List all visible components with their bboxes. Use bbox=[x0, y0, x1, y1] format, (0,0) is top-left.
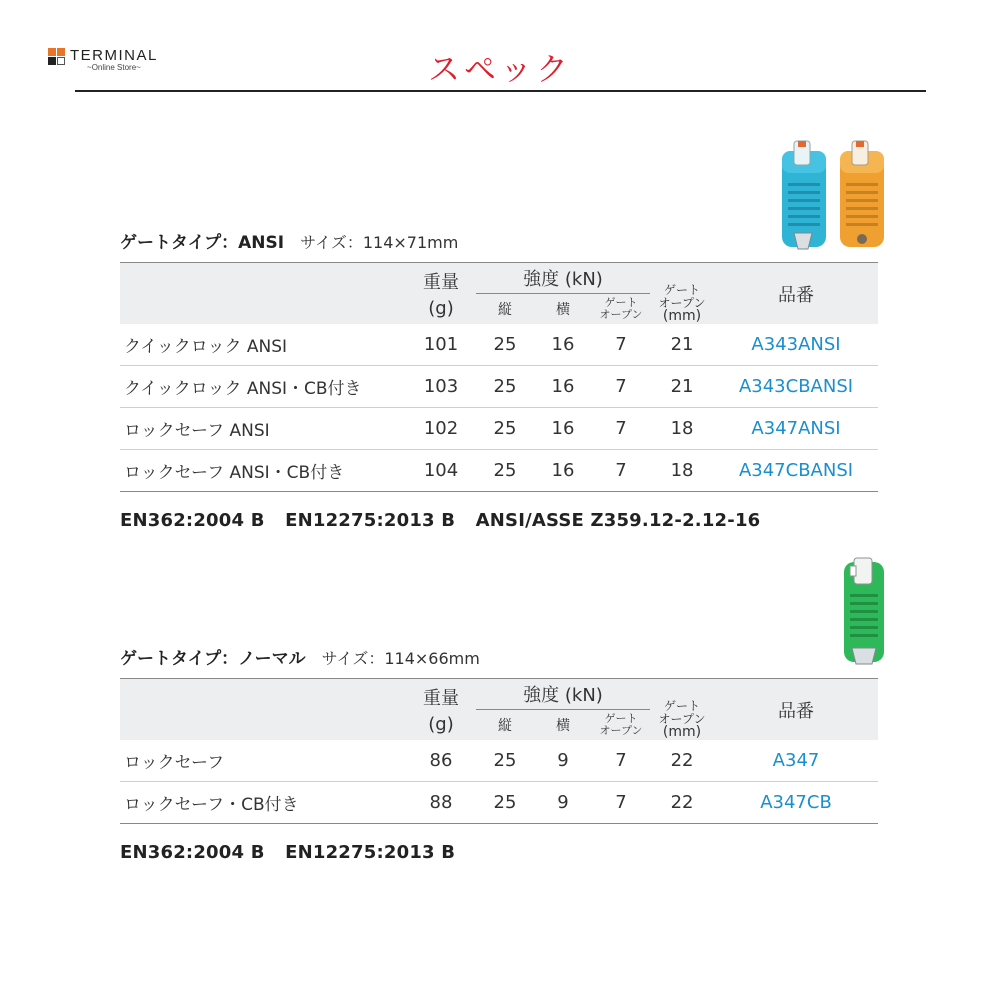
product-name: クイックロック ANSI bbox=[120, 324, 406, 366]
header-horizontal: 横 bbox=[556, 302, 570, 318]
table-row bbox=[120, 366, 878, 408]
table-row bbox=[120, 782, 878, 824]
horizontal-strength: 9 bbox=[534, 782, 592, 824]
part-number-link[interactable]: A347 bbox=[714, 740, 878, 782]
gate-strength: 7 bbox=[592, 782, 650, 824]
weight-value: 103 bbox=[406, 366, 476, 408]
gate-open-value: 18 bbox=[650, 450, 714, 492]
part-number-link[interactable]: A343CBANSI bbox=[714, 366, 878, 408]
header-weight-unit: (g) bbox=[428, 714, 454, 736]
gate-strength: 7 bbox=[592, 408, 650, 450]
weight-value: 101 bbox=[406, 324, 476, 366]
header-vertical: 縦 bbox=[498, 718, 512, 734]
header-gate: ゲート オープン bbox=[599, 296, 643, 321]
horizontal-strength: 16 bbox=[534, 366, 592, 408]
header-part-number: 品番 bbox=[778, 284, 815, 306]
vertical-strength: 25 bbox=[476, 324, 534, 366]
table-row bbox=[120, 450, 878, 492]
product-name: ロックセーフ ANSI bbox=[120, 408, 406, 450]
spec-section-normal bbox=[120, 644, 878, 863]
header-strength: 強度 (kN) bbox=[476, 263, 650, 294]
horizontal-strength: 16 bbox=[534, 324, 592, 366]
standard-item: ANSI/ASSE Z359.12-2.12-16 bbox=[475, 510, 761, 531]
spec-table bbox=[120, 678, 878, 824]
standards-line bbox=[120, 842, 878, 863]
horizontal-strength: 16 bbox=[534, 450, 592, 492]
header-part-number: 品番 bbox=[778, 700, 815, 722]
weight-value: 86 bbox=[406, 740, 476, 782]
spec-section-ansi bbox=[120, 228, 878, 531]
standard-item: EN362:2004 B bbox=[120, 842, 265, 863]
gate-open-value: 22 bbox=[650, 782, 714, 824]
product-name: ロックセーフ bbox=[120, 740, 406, 782]
product-name: ロックセーフ ANSI・CB付き bbox=[120, 450, 406, 492]
vertical-strength: 25 bbox=[476, 408, 534, 450]
part-number-link[interactable]: A347CBANSI bbox=[714, 450, 878, 492]
part-number-link[interactable]: A343ANSI bbox=[714, 324, 878, 366]
vertical-strength: 25 bbox=[476, 366, 534, 408]
part-number-link[interactable]: A347CB bbox=[714, 782, 878, 824]
standard-item: EN12275:2013 B bbox=[285, 510, 456, 531]
spec-table bbox=[120, 262, 878, 492]
header-weight: 重量 bbox=[423, 687, 459, 709]
header-gate-open: ゲート オープン (mm) bbox=[658, 699, 706, 741]
gate-type-label: ゲートタイプ：ANSI bbox=[120, 233, 285, 253]
table-row bbox=[120, 408, 878, 450]
header-strength: 強度 (kN) bbox=[476, 679, 650, 710]
product-name: ロックセーフ・CB付き bbox=[120, 782, 406, 824]
gate-type-label: ゲートタイプ：ノーマル bbox=[120, 649, 306, 669]
size-label: サイズ：114×71mm bbox=[300, 233, 459, 252]
header-weight: 重量 bbox=[423, 271, 459, 293]
gate-strength: 7 bbox=[592, 740, 650, 782]
header-gate-open: ゲート オープン (mm) bbox=[658, 283, 706, 325]
table-row bbox=[120, 740, 878, 782]
product-name: クイックロック ANSI・CB付き bbox=[120, 366, 406, 408]
weight-value: 88 bbox=[406, 782, 476, 824]
header-divider bbox=[75, 90, 926, 92]
horizontal-strength: 16 bbox=[534, 408, 592, 450]
header-vertical: 縦 bbox=[498, 302, 512, 318]
logo-subtitle: ~Online Store~ bbox=[87, 63, 141, 72]
standard-item: EN362:2004 B bbox=[120, 510, 265, 531]
header-weight-unit: (g) bbox=[428, 298, 454, 320]
gate-open-value: 21 bbox=[650, 324, 714, 366]
part-number-link[interactable]: A347ANSI bbox=[714, 408, 878, 450]
page-title: スペック bbox=[427, 50, 572, 88]
gate-strength: 7 bbox=[592, 366, 650, 408]
gate-strength: 7 bbox=[592, 450, 650, 492]
table-row bbox=[120, 324, 878, 366]
header-horizontal: 横 bbox=[556, 718, 570, 734]
vertical-strength: 25 bbox=[476, 740, 534, 782]
vertical-strength: 25 bbox=[476, 782, 534, 824]
standard-item: EN12275:2013 B bbox=[285, 842, 456, 863]
standards-line bbox=[120, 510, 878, 531]
header-gate: ゲート オープン bbox=[599, 712, 643, 737]
weight-value: 102 bbox=[406, 408, 476, 450]
gate-strength: 7 bbox=[592, 324, 650, 366]
gate-open-value: 18 bbox=[650, 408, 714, 450]
weight-value: 104 bbox=[406, 450, 476, 492]
horizontal-strength: 9 bbox=[534, 740, 592, 782]
vertical-strength: 25 bbox=[476, 450, 534, 492]
logo-name: TERMINAL bbox=[70, 47, 158, 64]
gate-open-value: 22 bbox=[650, 740, 714, 782]
gate-open-value: 21 bbox=[650, 366, 714, 408]
size-label: サイズ：114×66mm bbox=[321, 649, 480, 668]
